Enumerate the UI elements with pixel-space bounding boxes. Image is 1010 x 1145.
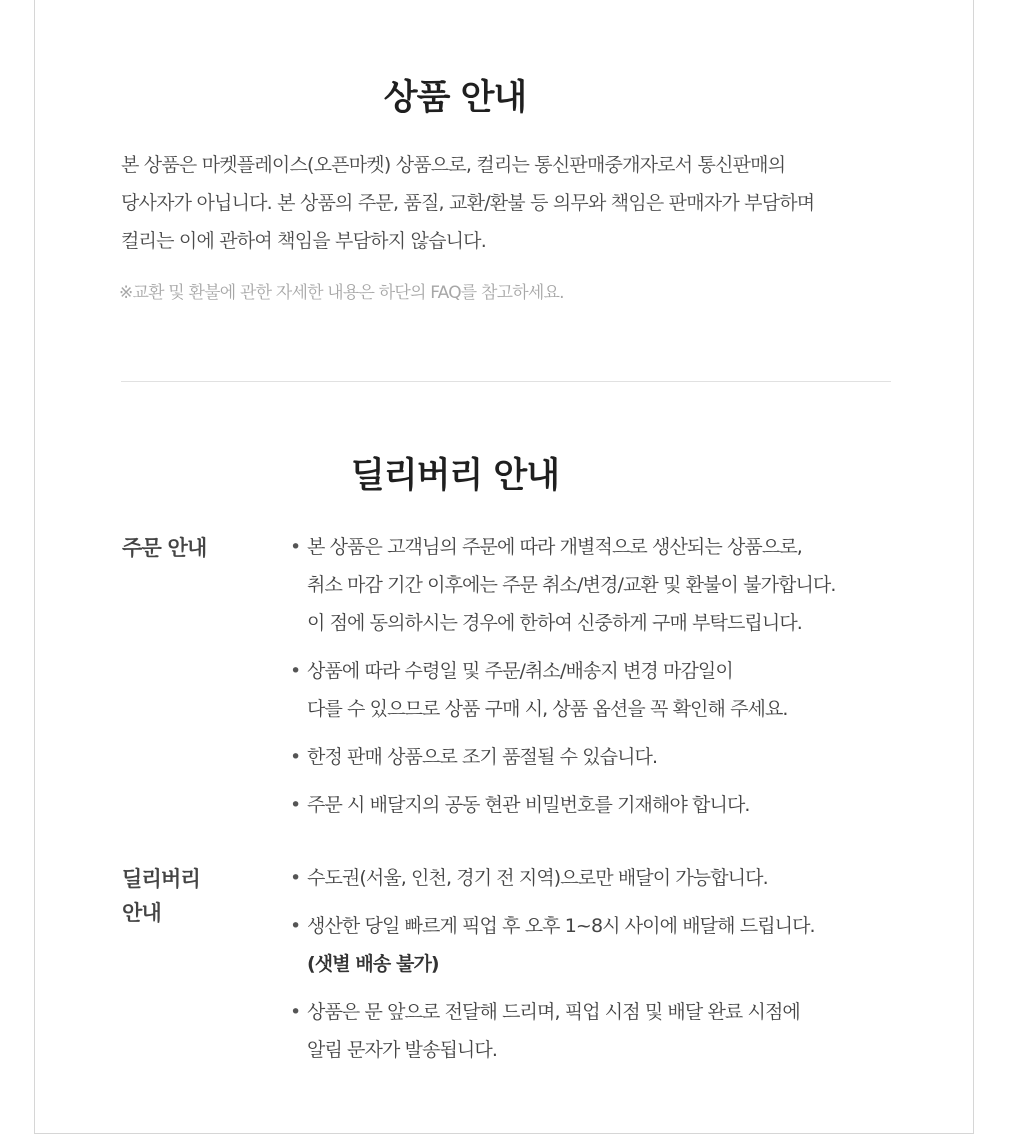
delivery-guide-list <box>290 859 930 1079</box>
bullet-dot-icon: • <box>290 746 301 768</box>
bullet-line: 상품은 문 앞으로 전달해 드리며, 픽업 시점 및 배달 완료 시점에 <box>307 1001 800 1023</box>
bullet-line: 알림 문자가 발송됩니다. <box>307 1039 497 1061</box>
bullet-dot-icon: • <box>290 867 301 889</box>
order-info-list <box>290 528 930 834</box>
list-item <box>290 786 930 824</box>
bullet-line: 수도권(서울, 인천, 경기 전 지역)으로만 배달이 가능합니다. <box>307 867 768 889</box>
faq-reference-note: ※교환 및 환불에 관한 자세한 내용은 하단의 FAQ를 참고하세요. <box>119 283 564 303</box>
marketplace-notice <box>121 146 911 260</box>
bullet-line: 주문 시 배달지의 공동 현관 비밀번호를 기재해야 합니다. <box>307 794 750 816</box>
bullet-dot-icon: • <box>290 1001 301 1023</box>
bullet-line: 이 점에 동의하시는 경우에 한하여 신중하게 구매 부탁드립니다. <box>307 612 802 634</box>
emphasis-line: (샛별 배송 불가) <box>307 953 439 975</box>
list-item <box>290 859 930 897</box>
notice-line: 당사자가 아닙니다. 본 상품의 주문, 품질, 교환/환불 등 의무와 책임은 판매자가 부담하며 <box>121 192 815 214</box>
bullet-line: 다를 수 있으므로 상품 구매 시, 상품 옵션을 꼭 확인해 주세요. <box>307 698 788 720</box>
list-item <box>290 907 930 983</box>
delivery-info-title: 딜리버리 안내 <box>350 456 560 496</box>
section-divider <box>121 381 891 382</box>
bullet-line: 한정 판매 상품으로 조기 품절될 수 있습니다. <box>307 746 658 768</box>
bullet-dot-icon: • <box>290 794 301 816</box>
bullet-dot-icon: • <box>290 536 301 558</box>
bullet-dot-icon: • <box>290 660 301 682</box>
notice-line: 본 상품은 마켓플레이스(오픈마켓) 상품으로, 컬리는 통신판매중개자로서 통신판매의 <box>121 154 786 176</box>
bullet-line: 본 상품은 고객님의 주문에 따라 개별적으로 생산되는 상품으로, <box>307 536 802 558</box>
list-item <box>290 993 930 1069</box>
label-line: 안내 <box>122 901 161 925</box>
list-item <box>290 652 930 728</box>
bullet-dot-icon: • <box>290 915 301 937</box>
label-line: 딜리버리 <box>122 867 200 891</box>
delivery-guide-label <box>122 862 200 930</box>
list-item <box>290 528 930 642</box>
order-info-label: 주문 안내 <box>122 536 207 560</box>
bullet-line: 생산한 당일 빠르게 픽업 후 오후 1~8시 사이에 배달해 드립니다. <box>307 915 815 937</box>
list-item <box>290 738 930 776</box>
bullet-line: 상품에 따라 수령일 및 주문/취소/배송지 변경 마감일이 <box>307 660 733 682</box>
bullet-line: 취소 마감 기간 이후에는 주문 취소/변경/교환 및 환불이 불가합니다. <box>307 574 836 596</box>
notice-line: 컬리는 이에 관하여 책임을 부담하지 않습니다. <box>121 230 486 252</box>
product-info-title: 상품 안내 <box>383 78 527 118</box>
